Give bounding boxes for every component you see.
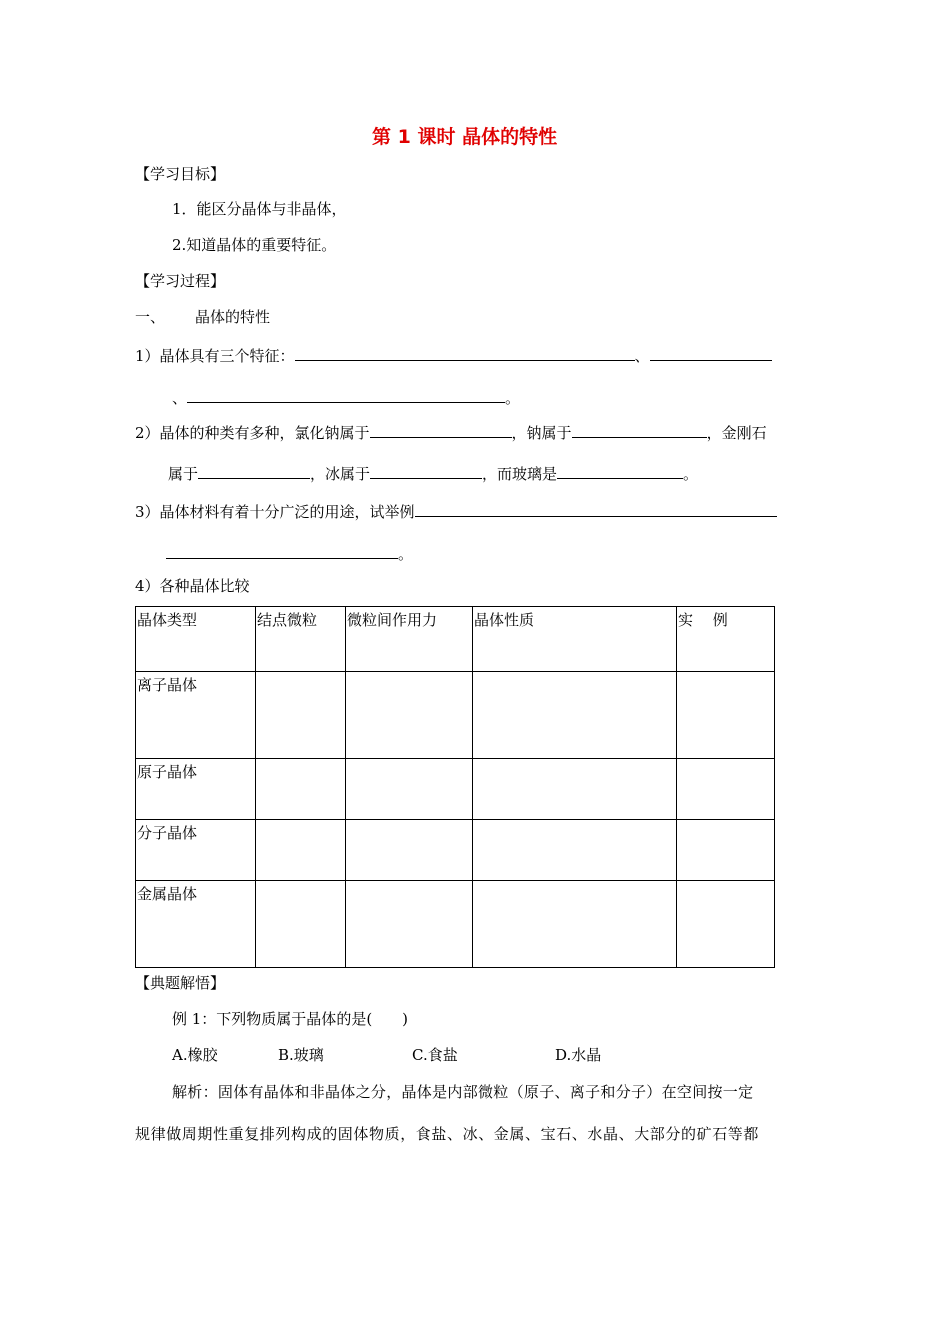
example-1-question: 例 1：下列物质属于晶体的是( ) <box>172 1010 409 1028</box>
row-label-molecular: 分子晶体 <box>136 820 256 881</box>
table-cell[interactable] <box>256 820 346 881</box>
q1-end: 。 <box>505 389 521 407</box>
q2-blank-ice[interactable] <box>370 462 482 479</box>
q2-blank-diamond[interactable] <box>198 462 310 479</box>
header-examples: 实 例 <box>677 607 775 672</box>
question-3-line-2 <box>166 542 413 564</box>
row-label-metallic: 金属晶体 <box>136 881 256 968</box>
crystal-comparison-table <box>135 606 775 968</box>
table-cell[interactable] <box>677 881 775 968</box>
table-cell[interactable] <box>677 820 775 881</box>
question-2 <box>135 421 767 443</box>
row-label-atomic: 原子晶体 <box>136 759 256 820</box>
process-heading: 【学习过程】 <box>135 272 226 290</box>
q2-end: 。 <box>683 465 699 483</box>
table-cell[interactable] <box>473 820 677 881</box>
goals-heading: 【学习目标】 <box>135 165 226 183</box>
q2-blank-sodium[interactable] <box>572 421 707 438</box>
table-cell[interactable] <box>256 881 346 968</box>
page-title: 第 1 课时 晶体的特性 <box>372 126 558 148</box>
table-cell[interactable] <box>677 759 775 820</box>
q2-blank-glass[interactable] <box>557 462 683 479</box>
q3-prefix: 3）晶体材料有着十分广泛的用途，试举例 <box>135 503 415 521</box>
option-c: C.食盐 <box>412 1046 458 1064</box>
row-label-ionic: 离子晶体 <box>136 672 256 759</box>
table-cell[interactable] <box>346 820 473 881</box>
analysis-line-2: 规律做周期性重复排列构成的固体物质，食盐、冰、金属、宝石、水晶、大部分的矿石等都 <box>135 1125 760 1143</box>
question-1-line-2 <box>172 386 520 408</box>
q3-end: 。 <box>398 545 414 563</box>
table-cell[interactable] <box>346 759 473 820</box>
goal-2: 2.知道晶体的重要特征。 <box>172 236 337 254</box>
table-row <box>136 672 775 759</box>
header-lattice-particle: 结点微粒 <box>256 607 346 672</box>
q1-separator: 、 <box>634 347 650 365</box>
q3-blank-1[interactable] <box>415 500 777 517</box>
q3-blank-2[interactable] <box>166 542 398 559</box>
q1-blank-2[interactable] <box>650 344 772 361</box>
header-interparticle-force: 微粒间作用力 <box>346 607 473 672</box>
table-cell[interactable] <box>256 672 346 759</box>
table-cell[interactable] <box>346 672 473 759</box>
q2-text-diamond: ，金刚石 <box>706 424 767 442</box>
table-row <box>136 881 775 968</box>
q2-text-belongs: 属于 <box>168 465 199 483</box>
table-header-row <box>136 607 775 672</box>
table-row <box>136 820 775 881</box>
q2-text-ice: ，冰属于 <box>310 465 371 483</box>
table-cell[interactable] <box>473 759 677 820</box>
q1-line2-separator: 、 <box>172 389 188 407</box>
q1-blank-1[interactable] <box>295 344 635 361</box>
table-cell[interactable] <box>256 759 346 820</box>
header-crystal-properties: 晶体性质 <box>473 607 677 672</box>
header-crystal-type: 晶体类型 <box>136 607 256 672</box>
q2-text-sodium: ，钠属于 <box>511 424 572 442</box>
part-1-number: 一、 <box>135 308 166 326</box>
table-cell[interactable] <box>677 672 775 759</box>
option-d: D.水晶 <box>555 1046 602 1064</box>
option-b: B.玻璃 <box>278 1046 324 1064</box>
option-a: A.橡胶 <box>172 1046 218 1064</box>
q1-prefix: 1）晶体具有三个特征： <box>135 347 295 365</box>
question-3 <box>135 500 777 522</box>
example-heading: 【典题解悟】 <box>135 974 226 992</box>
question-1 <box>135 344 772 366</box>
analysis-line-1: 解析：固体有晶体和非晶体之分，晶体是内部微粒（原子、离子和分子）在空间按一定 <box>172 1083 754 1101</box>
table-cell[interactable] <box>346 881 473 968</box>
q2-text-glass: ，而玻璃是 <box>482 465 558 483</box>
q1-blank-3[interactable] <box>187 386 505 403</box>
table-row <box>136 759 775 820</box>
part-1-title: 晶体的特性 <box>195 308 271 326</box>
table-cell[interactable] <box>473 881 677 968</box>
table-cell[interactable] <box>473 672 677 759</box>
q2-blank-nacl[interactable] <box>370 421 512 438</box>
goal-1: 1．能区分晶体与非晶体， <box>172 200 347 218</box>
question-4: 4）各种晶体比较 <box>135 577 250 595</box>
question-2-line-2 <box>168 462 698 484</box>
q2-prefix: 2）晶体的种类有多种，氯化钠属于 <box>135 424 370 442</box>
